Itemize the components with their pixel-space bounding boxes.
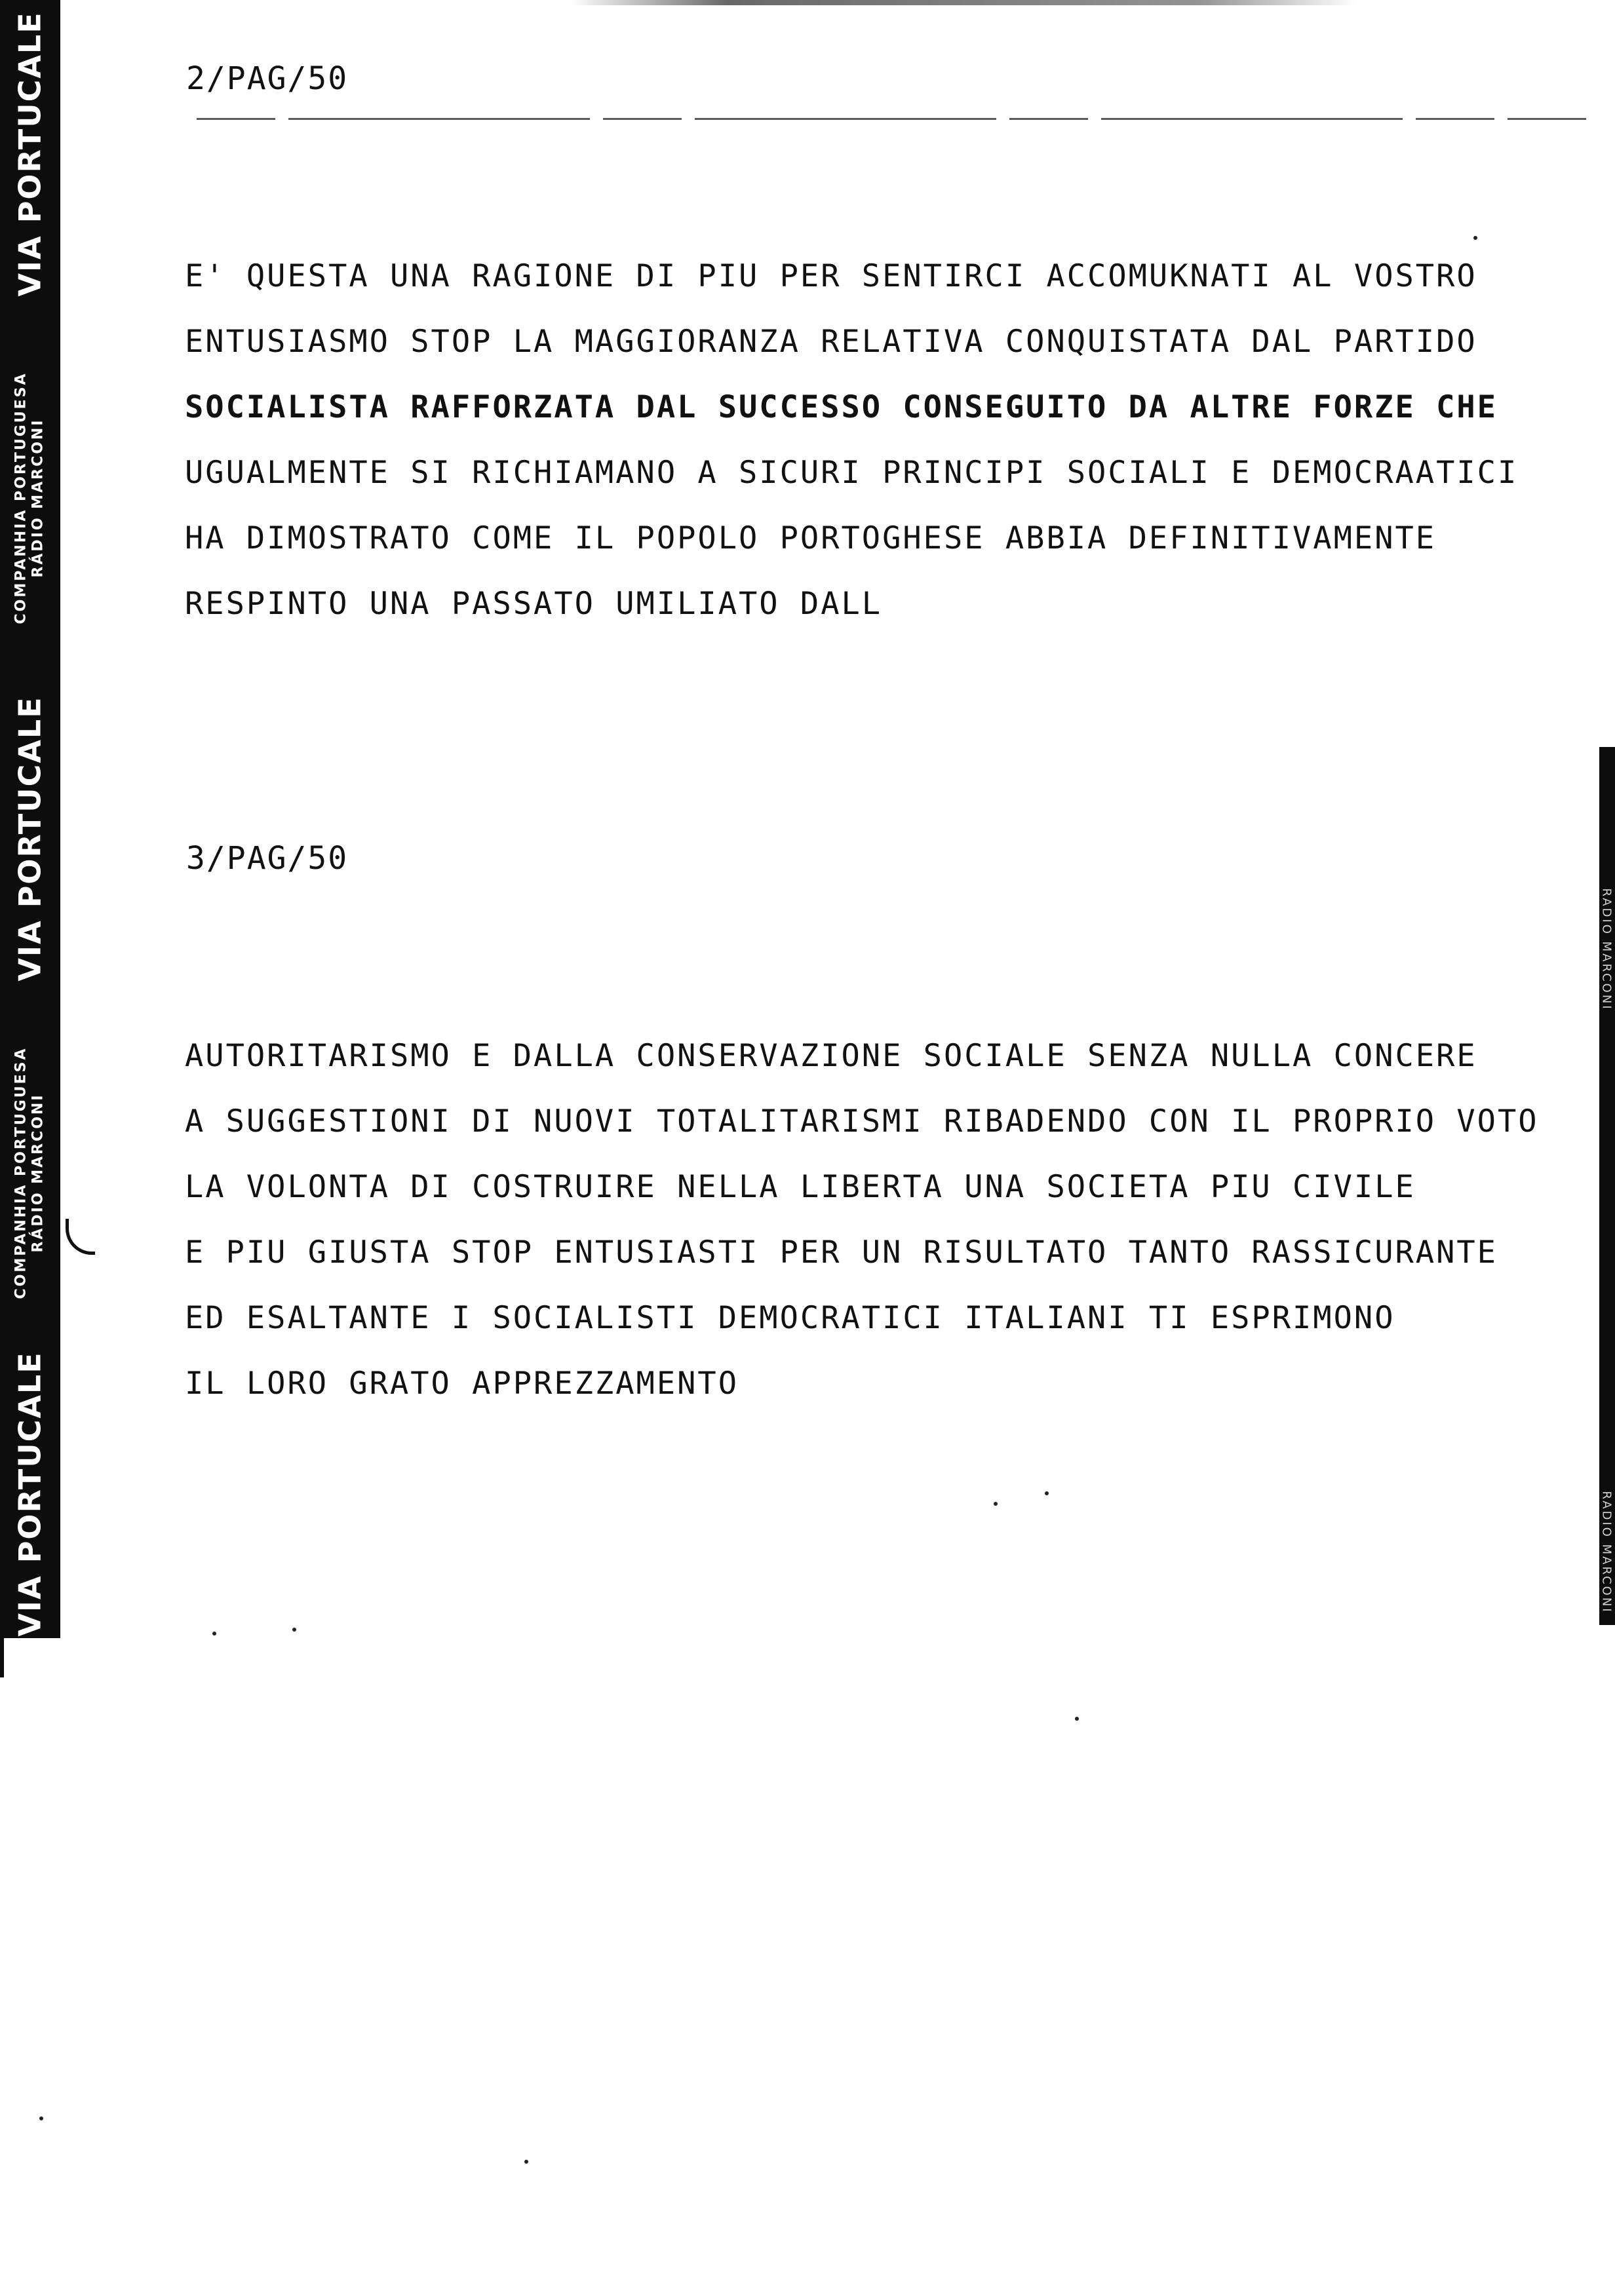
company-line-2: RÁDIO MARCONI: [30, 418, 47, 578]
text-line: AUTORITARISMO E DALLA CONSERVAZIONE SOCIALE SENZA NULLA CONCERE: [185, 1038, 1477, 1074]
pen-mark: [66, 1219, 95, 1255]
speck: [1075, 1717, 1079, 1721]
page-number-2: 2/PAG/50: [186, 60, 349, 97]
company-label: [13, 1046, 47, 1299]
text-line: IL LORO GRATO APPREZZAMENTO: [185, 1366, 739, 1402]
right-edge-label: [1600, 1491, 1614, 1524]
brand-block-3: [0, 1350, 60, 1638]
right-edge-label: [1600, 889, 1614, 921]
company-line-1: COMPANHIA PORTUGUESA: [13, 1046, 30, 1299]
brand-label: VIA PORTUCALE: [12, 1351, 49, 1637]
speck: [292, 1628, 296, 1632]
speck: [524, 2160, 528, 2164]
telegram-block-1: [185, 244, 1594, 637]
speck: [212, 1632, 216, 1636]
company-block-2: [0, 1022, 60, 1324]
strip-tail: [0, 1638, 4, 1677]
text-line: E PIU GIUSTA STOP ENTUSIASTI PER UN RISULTATO TANTO RASSICURANTE: [185, 1234, 1498, 1271]
text-line: ED ESALTANTE I SOCIALISTI DEMOCRATICI ITALIANI TI ESPRIMONO: [185, 1300, 1395, 1336]
speck: [994, 1502, 998, 1506]
brand-block-1: [0, 13, 60, 295]
telegram-block-2: [185, 1024, 1594, 1417]
text-line: HA DIMOSTRATO COME IL POPOLO PORTOGHESE ABBIA DEFINITIVAMENTE: [185, 520, 1437, 556]
speck: [1473, 236, 1477, 240]
speck: [39, 2116, 43, 2120]
company-line-2: RÁDIO MARCONI: [30, 1093, 47, 1253]
text-line: UGUALMENTE SI RICHIAMANO A SICURI PRINCIPI SOCIALI E DEMOCRAATICI: [185, 455, 1519, 491]
text-line: E' QUESTA UNA RAGIONE DI PIU PER SENTIRCI ACCOMUKNATI AL VOSTRO: [185, 258, 1477, 294]
header-rule: [197, 118, 1586, 120]
text-line: ENTUSIASMO STOP LA MAGGIORANZA RELATIVA CONQUISTATA DAL PARTIDO: [185, 324, 1477, 360]
text-line: LA VOLONTA DI COSTRUIRE NELLA LIBERTA UNA SOCIETA PIU CIVILE: [185, 1169, 1416, 1205]
brand-block-2: [0, 695, 60, 983]
text-line: SOCIALISTA RAFFORZATA DAL SUCCESSO CONSEGUITO DA ALTRE FORZE CHE: [185, 389, 1498, 425]
text-line: A SUGGESTIONI DI NUOVI TOTALITARISMI RIBADENDO CON IL PROPRIO VOTO: [185, 1103, 1539, 1139]
company-block-1: [0, 328, 60, 668]
brand-label: VIA PORTUCALE: [12, 696, 49, 982]
company-line-1: COMPANHIA PORTUGUESA: [13, 372, 30, 624]
margin-strip: [0, 0, 60, 1638]
text-line: RESPINTO UNA PASSATO UMILIATO DALL: [185, 586, 883, 622]
page-number-3: 3/PAG/50: [186, 840, 349, 877]
speck: [1045, 1491, 1049, 1495]
top-smudge: [570, 0, 1357, 5]
brand-label: VIA PORTUCALE: [12, 11, 49, 297]
company-label: [13, 372, 47, 624]
